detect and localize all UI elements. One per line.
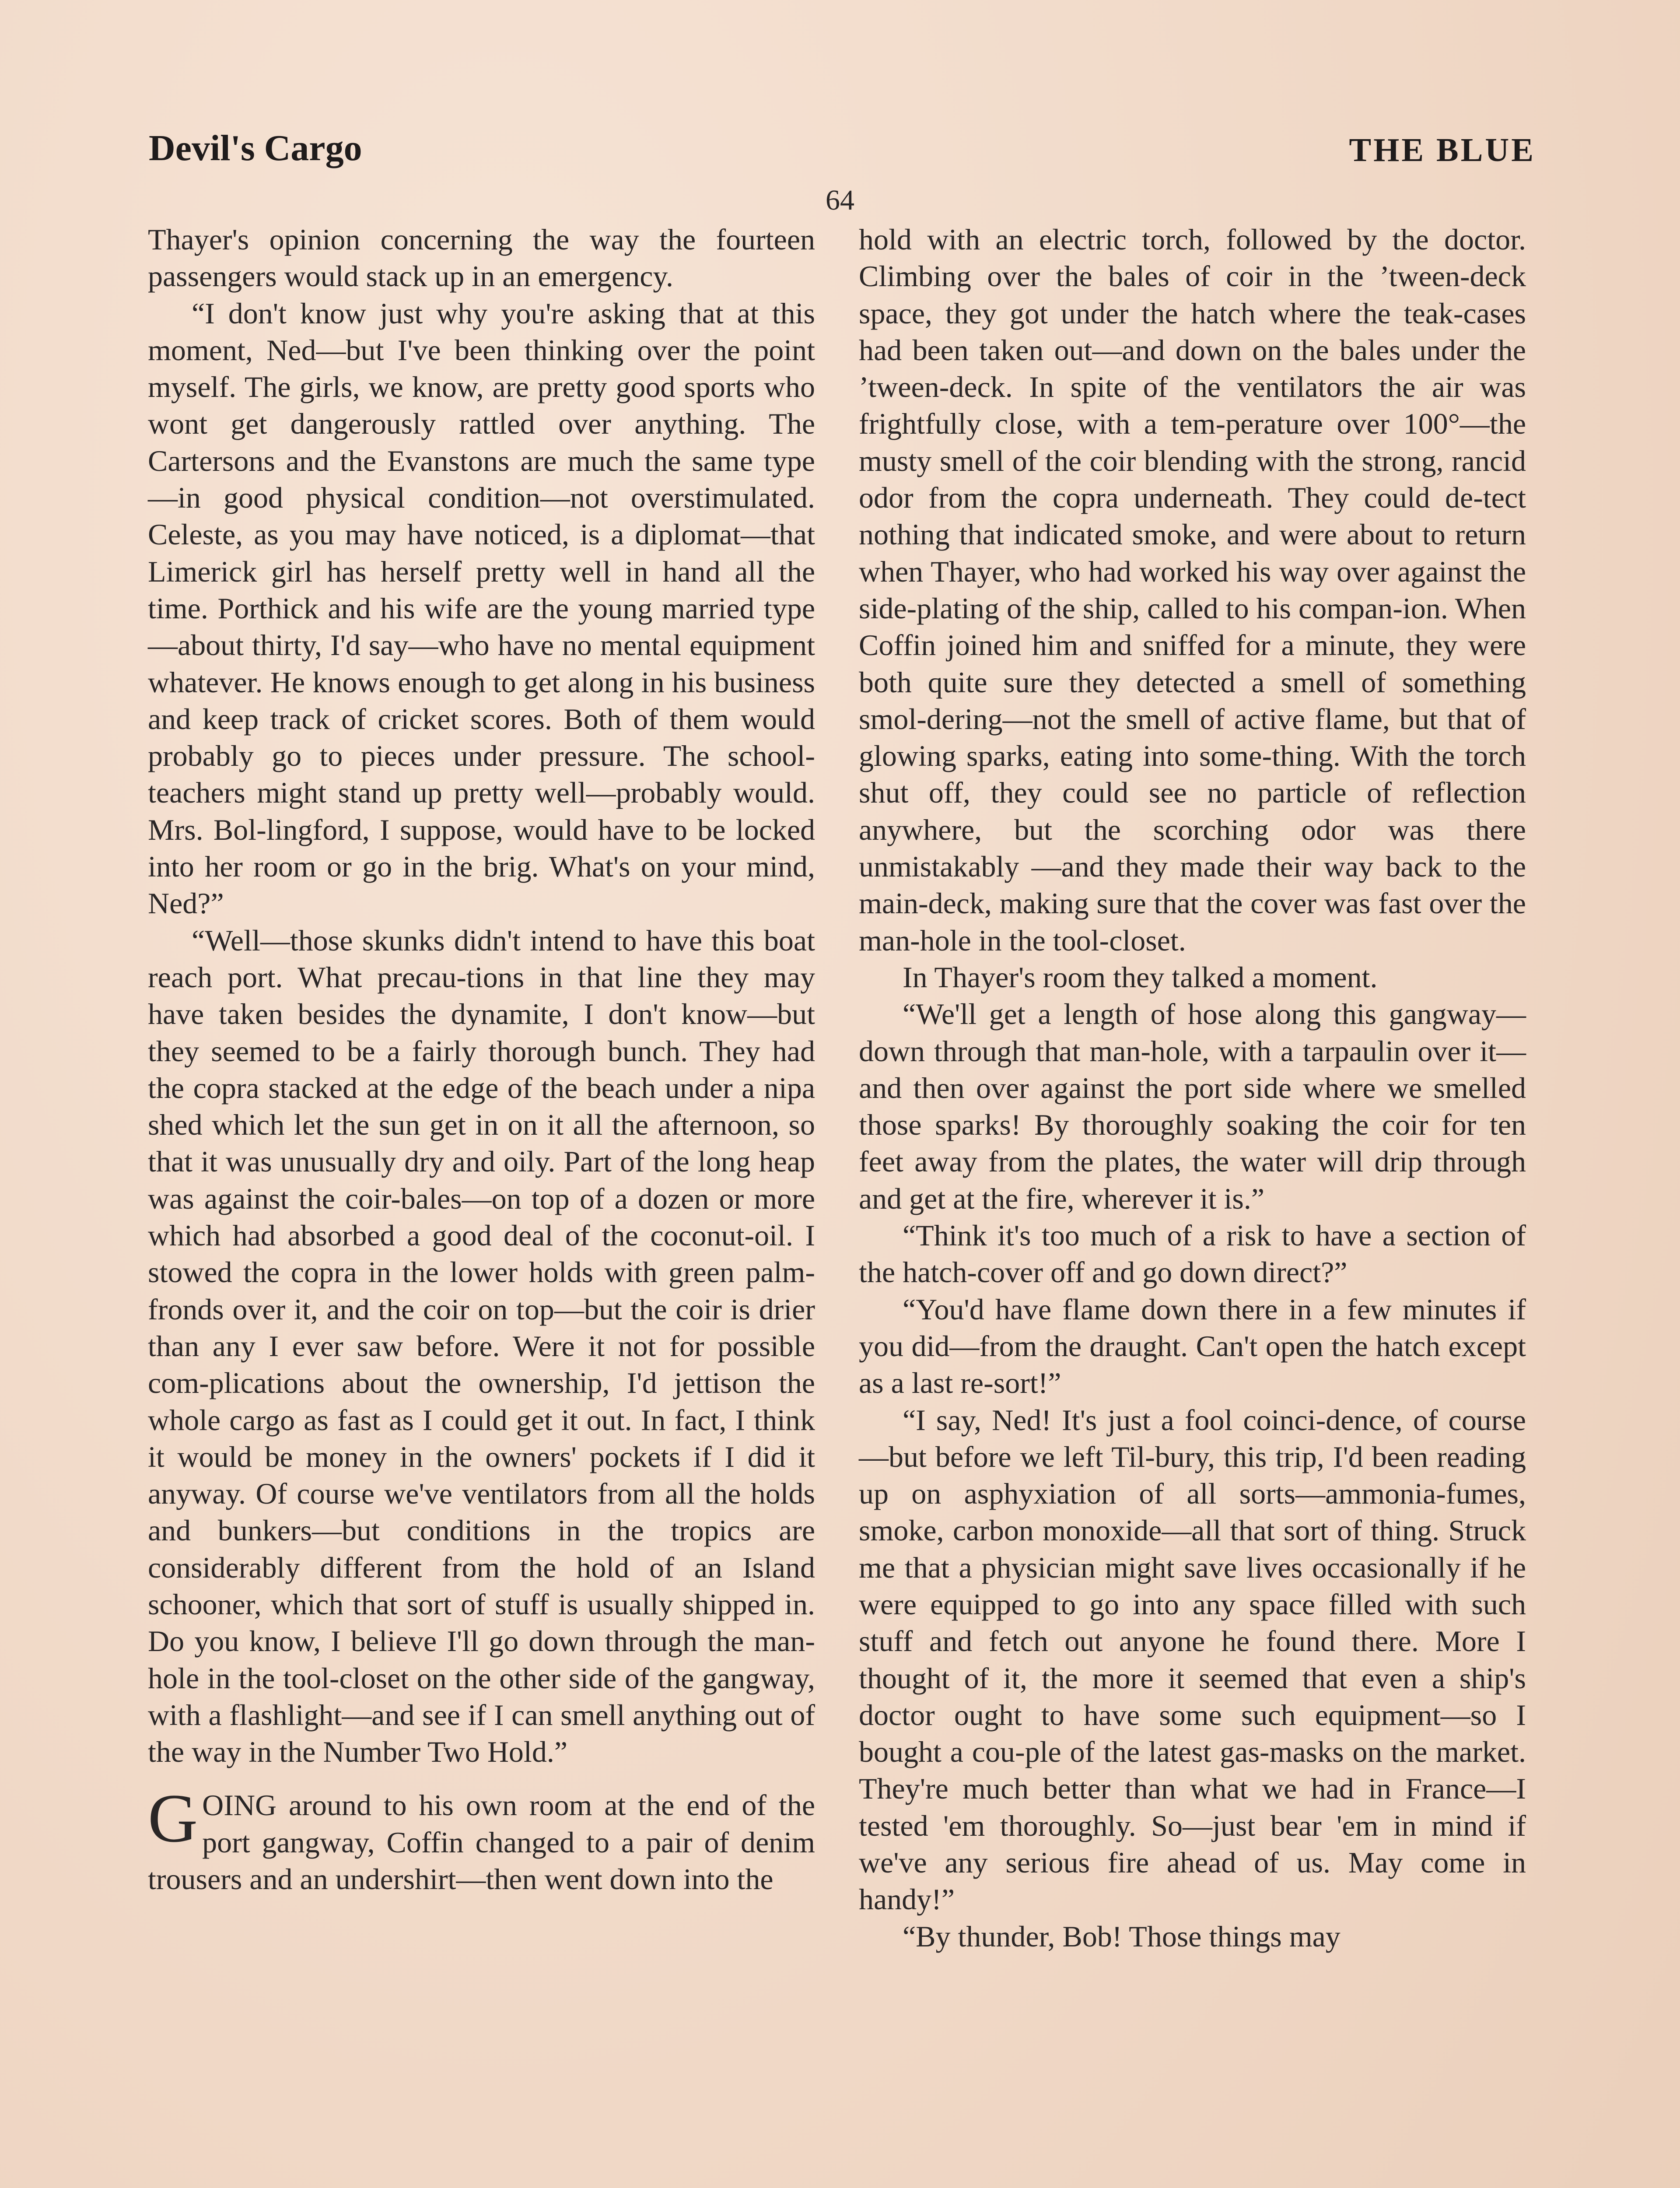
story-title: Devil's Cargo [149,128,362,168]
paragraph: In Thayer's room they talked a moment. [903,960,1378,994]
paragraph: “I say, Ned! It's just a fool coinci-dence, of course—but before we left Til-bury, this trip, I'd been reading up on asphyxiation of all sorts—ammonia-fumes, smoke, carbon monoxide—all that sort of thing. Struck me that a physician might save lives occasionally if he were equipped to go into any space filled with such stuff and fetch out anyone he found there. More I thought of it, the more it seemed that even a ship's doctor ought to have some such equipment—so I bought a cou-ple of the latest gas-masks on the market. They're much better than what we had in France—I tested 'em thoroughly. So—just bear 'em in mind if we've any serious fire ahead of us. May come in handy!” [859,1403,1526,1916]
paragraph-text: OING around to his own room at the end of the port gangway, Coffin changed to a pair of denim trousers and an undershirt—then went down into the [148,1788,815,1896]
paragraph: “By thunder, Bob! Those things may [903,1919,1340,1953]
right-column [859,221,1526,1955]
left-column [148,221,815,1897]
paragraph: “We'll get a length of hose along this gangway—down through that man-hole, with a tarpaulin over it—and then over against the port side where we smelled those sparks! By thoroughly soaking the coir for ten feet away from the plates, the water will drip through and get at the fire, wherever it is.” [859,997,1526,1215]
paragraph: Thayer's opinion concerning the way the fourteen passengers would stack up in an emergency. [148,223,815,293]
page-number: 64 [826,184,854,216]
paragraph: “Think it's too much of a risk to have a section of the hatch-cover off and go down direct?” [859,1219,1526,1289]
paragraph: “I don't know just why you're asking that at this moment, Ned—but I've been thinking over the point myself. The girls, we know, are pretty good sports who wont get dangerously rattled over anything. The Cartersons and the Evanstons are much the same type—in good physical condition—not overstimulated. Celeste, as you may have noticed, is a diplomat—that Limerick girl has herself pretty well in hand all the time. Porthick and his wife are the young married type—about thirty, I'd say—who have no mental equipment whatever. He knows enough to get along in his business and keep track of cricket scores. Both of them would probably go to pieces under pressure. The school-teachers might stand up pretty well—probably would. Mrs. Bol-lingford, I suppose, would have to be locked into her room or go in the brig. What's on your mind, Ned?” [148,296,815,920]
magazine-title: THE BLUE [1349,132,1536,168]
paragraph: “You'd have flame down there in a few minutes if you did—from the draught. Can't open the hatch except as a last re-sort!” [859,1292,1526,1400]
paragraph: “Well—those skunks didn't intend to have this boat reach port. What precau-tions in that line they may have taken besides the dynamite, I don't know—but they seemed to be a fairly thorough bunch. They had the copra stacked at the edge of the beach under a nipa shed which let the sun get in on it all the afternoon, so that it was unusually dry and oily. Part of the long heap was against the coir-bales—on top of a dozen or more which had absorbed a good deal of the coconut-oil. I stowed the copra in the lower holds with green palm-fronds over it, and the coir on top—but the coir is drier than any I ever saw before. Were it not for possible com-plications about the ownership, I'd jettison the whole cargo as fast as I could get it out. In fact, I think it would be money in the owners' pockets if I did it anyway. Of course we've ventilators from all the holds and bunkers—but conditions in the tropics are considerably different from the hold of an Island schooner, which that sort of stuff is usually shipped in. Do you know, I believe I'll go down through the man-hole in the tool-closet on the other side of the gangway, with a flashlight—and see if I can smell anything out of the way in the Number Two Hold.” [148,923,815,1769]
paragraph: hold with an electric torch, followed by the doctor. Climbing over the bales of coir in the ’tween-deck space, they got under the hatch where the teak-cases had been taken out—and down on the bales under the ’tween-deck. In spite of the ventilators the air was frightfully close, with a tem-perature over 100°—the musty smell of the coir blending with the strong, rancid odor from the copra underneath. They could de-tect nothing that indicated smoke, and were about to return when Thayer, who had worked his way over against the side-plating of the ship, called to his compan-ion. When Coffin joined him and sniffed for a minute, they were both quite sure they detected a smell of something smol-dering—not the smell of active flame, but that of glowing sparks, eating into some-thing. With the torch shut off, they could see no particle of reflection anywhere, but the scorching odor was there unmistakably —and they made their way back to the main-deck, making sure that the cover was fast over the man-hole in the tool-closet. [859,223,1526,957]
section-opening-paragraph [148,1780,815,1897]
drop-cap: G [148,1780,198,1857]
